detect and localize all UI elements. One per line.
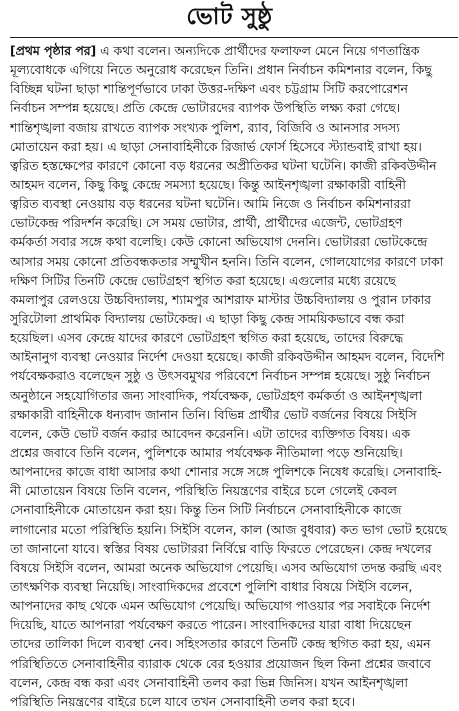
article-line: বিচ্ছিন্ন ঘটনা ছাড়া শান্তিপূর্ণভাবে ঢাকা উত্তর-দক্ষিণ এবং চট্টগ্রাম সিটি করপোরেশন bbox=[10, 81, 408, 97]
article-line: আসার সময় কোনো প্রতিবন্ধকতার সম্মুখীন হননি। তিনি বলেন, গোলযোগের কারণে ঢাকা bbox=[10, 253, 444, 269]
article-line: আপনাদের কাজে বাধা আসার কথা শোনার সঙ্গে সঙ্গে পুলিশকে নিষেধ করেছি। সেনাবাহি- bbox=[10, 464, 442, 480]
article-line: পরিস্থিতিতে সেনাবাহিনীর ব্যারাক থেকে বের হওয়ার প্রয়োজন ছিল কিনা প্রশ্নের জবাবে bbox=[10, 655, 431, 671]
article-line: সেনাবাহিনীকে মোতায়েন করা হয়। কিন্তু তিন সিটি নির্বাচনে সেনাবাহিনীকে কাজে bbox=[10, 502, 402, 518]
article-line: তাৎক্ষণিক ব্যবস্থা নিয়েছি। সাংবাদিকদের প্রবেশে পুলিশি বাধার বিষয়ে সিইসি বলেন, bbox=[10, 578, 413, 594]
article-line: ত্বরিত হস্তক্ষেপের কারণে কোনো বড় ধরনের অপ্রীতিকর ঘটনা ঘটেনি। কাজী রকিবউদ্দীন bbox=[10, 157, 437, 173]
article-line: দক্ষিণ সিটির তিনটি কেন্দ্রে ভোটগ্রহণ স্থগিত করা হয়েছে। এগুলোর মধ্যে রয়েছে bbox=[10, 272, 396, 288]
article-line: বিষয়ে সিইসি বলেন, আমরা অনেক অভিযোগ পেয়েছি। এসব অভিযোগ তদন্ত করছি এবং bbox=[10, 559, 442, 575]
article-line: প্রশ্নের জবাবে তিনি বলেন, পুলিশকে আমার পর্যবেক্ষক নীতিমালা পড়ে শুনিয়েছি। bbox=[10, 444, 403, 460]
first-line-text: এ কথা বলেন। অন্যদিকে প্রার্থীদের ফলাফল মেনে নিয়ে গণতান্ত্রিক bbox=[96, 43, 420, 58]
article-line: আহমদ বলেন, কিছু কিছু কেন্দ্রে সমস্যা হয়েছে। কিন্তু আইনশৃঙ্খলা রক্ষাকারী বাহিনী bbox=[10, 176, 406, 192]
article-line: তাদের তালিকা দিলে ব্যবস্থা নেব। সহিংসতার কারণে তিনটি কেন্দ্র স্থগিত করা হয়, এমন bbox=[10, 636, 431, 652]
article-line: নির্বাচন সম্পন্ন হয়েছে। প্রতি কেন্দ্রে ভোটারদের ব্যাপক উপস্থিতি লক্ষ্য করা গেছে। bbox=[10, 100, 401, 116]
article-line: হয়েছিল। এসব কেন্দ্রে যাদের কারণে ভোটগ্রহণ স্থগিত করা হয়েছে, তাদের বিরুদ্ধে bbox=[10, 330, 404, 346]
article-line: ভোটকেন্দ্র পরিদর্শন করেছি। সে সময় ভোটার, প্রার্থী, প্রার্থীদের এজেন্ট, ভোটগ্রহণ bbox=[10, 215, 403, 231]
article-line: কর্মকর্তা সবার সঙ্গে কথা বলেছি। কেউ কোনো অভিযোগ দেননি। ভোটাররা ভোটকেন্দ্রে bbox=[10, 234, 428, 250]
article-line: আইনানুগ ব্যবস্থা নেওয়ার নির্দেশ দেওয়া হয়েছে। কাজী রকিবউদ্দীন আহমদ বলেন, বিদেশি bbox=[10, 349, 445, 365]
continued-from-label: [প্রথম পৃষ্ঠার পর] bbox=[10, 43, 97, 58]
article-line: দিয়েছি, যাতে আপনারা পর্যবেক্ষণ করতে পারেন। সাংবাদিকদের যারা বাধা দিয়েছেন bbox=[10, 617, 412, 633]
article-line: আপনাদের কাছ থেকে এমন অভিযোগ পেয়েছি। অভিযোগ পাওয়ার পর সবাইকে নির্দেশ bbox=[10, 598, 431, 614]
article-line: তা জানানো যাবে। স্বস্তির বিষয় ভোটাররা নির্বিঘ্নে বাড়ি ফিরতে পেরেছেন। কেন্দ্র দখলের bbox=[10, 540, 432, 556]
article-line: বলেন, কেন্দ্র বন্ধ করা এবং সেনাবাহিনী তলব করা ভিন্ন জিনিস। যখন আইনশৃঙ্খলা bbox=[10, 674, 408, 690]
article-body bbox=[10, 41, 456, 711]
article-line: অনুষ্ঠানে সহযোগিতার জন্য সাংবাদিক, পর্যবেক্ষক, ভোটগ্রহণ কর্মকর্তা ও আইনশৃঙ্খলা bbox=[10, 387, 423, 403]
article-line: মূল্যবোধকে এগিয়ে নিতে অনুরোধ করেছেন তিনি। প্রধান নির্বাচন কমিশনার বলেন, কিছু bbox=[10, 62, 432, 78]
article-line: শান্তিশৃঙ্খলা বজায় রাখতে ব্যাপক সংখ্যক পুলিশ, র‌্যাব, বিজিবি ও আনসার সদস্য bbox=[10, 119, 400, 135]
article-line: নী মোতায়েন বিষয়ে তিনি বলেন, পরিস্থিতি নিয়ন্ত্রণের বাইরে চলে গেলেই কেবল bbox=[10, 483, 397, 499]
article-line: পরিস্থিতি নিয়ন্ত্রণের বাইরে চলে যাবে তখন সেনাবাহিনী তলব করা হবে। bbox=[10, 693, 356, 709]
article-line-first bbox=[10, 41, 456, 60]
article-headline: ভোট সুষ্ঠু bbox=[186, 4, 273, 30]
article-line: ত্বরিত ব্যবস্থা নেওয়ায় বড় ধরনের ঘটনা ঘটেনি। আমি নিজে ও নির্বাচন কমিশনাররা bbox=[10, 196, 411, 212]
article-line: লাগানোর মতো পরিস্থিতি হয়নি। সিইসি বলেন, কাল (আজ বুধবার) কত ভাগ ভোট হয়েছে bbox=[10, 521, 447, 537]
article-line: রক্ষাকারী বাহিনীকে ধন্যবাদ জানান তিনি। বিভিন্ন প্রার্থীর ভোট বর্জনের বিষয়ে সিইসি bbox=[10, 406, 417, 422]
headline-divider bbox=[10, 37, 458, 38]
article-line: পর্যবেক্ষকরাও বলেছেন সুষ্ঠু ও উৎসবমুখর পরিবেশে নির্বাচন সম্পন্ন হয়েছে। সুষ্ঠু নির্বাচন bbox=[10, 368, 431, 384]
article-line: কমলাপুর রেলওয়ে উচ্চবিদ্যালয়, শ্যামপুর আশরাফ মাস্টার উচ্চবিদ্যালয় ও পুরান ঢাকার bbox=[10, 291, 431, 307]
article-line: মোতায়েন করা হয়। এ ছাড়া সেনাবাহিনীকে রিজার্ভ ফোর্স হিসেবে স্ট্যান্ডবাই রাখা হয়। bbox=[10, 138, 422, 154]
article-line: বলেন, কেউ ভোট বর্জন করার আবেদন করেননি। এটা তাদের ব্যক্তিগত বিষয়। এক bbox=[10, 425, 410, 441]
article-line: সুরিটোলা প্রাথমিক বিদ্যালয় ভোটকেন্দ্র। এ ছাড়া কিছু কেন্দ্র সাময়িকভাবে বন্ধ করা bbox=[10, 310, 405, 326]
